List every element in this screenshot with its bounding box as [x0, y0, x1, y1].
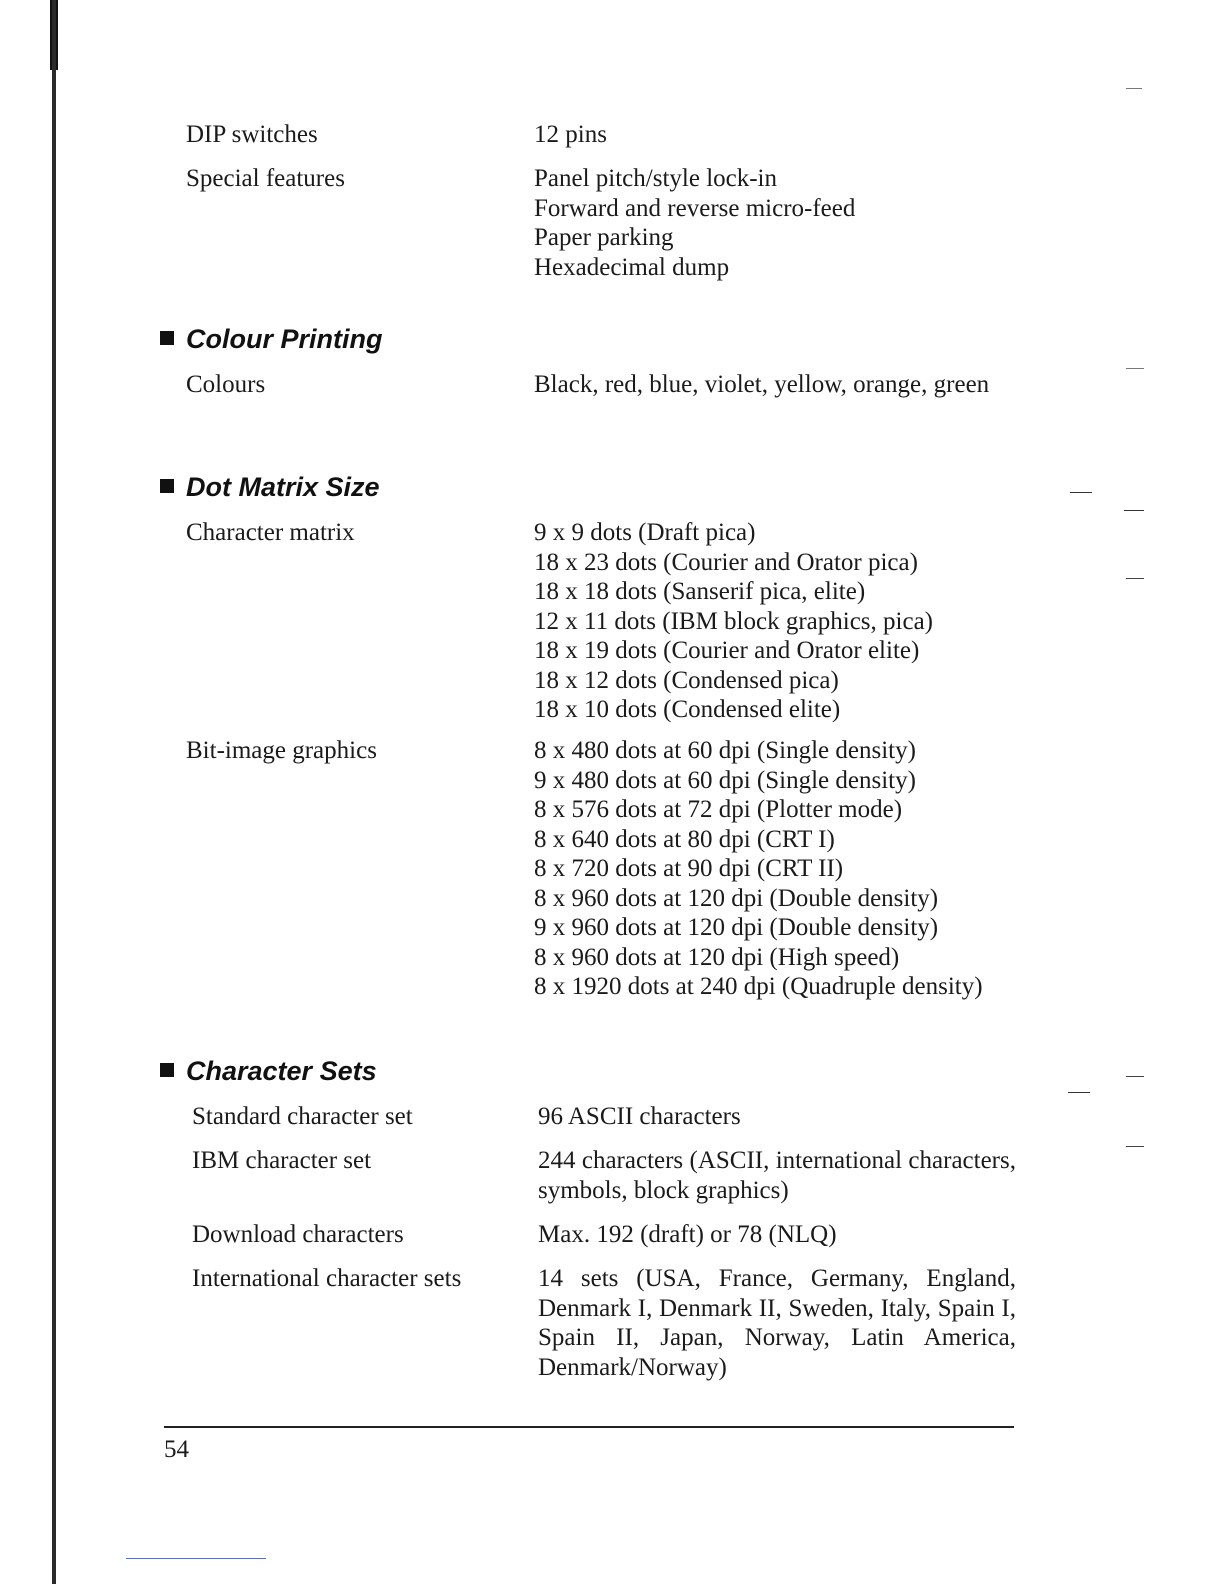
scan-mark — [1124, 510, 1144, 511]
spec-value: Panel pitch/style lock-in Forward and reverse micro-feed Paper parking Hexadecimal dump — [534, 165, 856, 281]
scan-mark — [1070, 492, 1092, 493]
section-heading-colour-printing: Colour Printing — [160, 324, 382, 355]
bullet-square-icon — [160, 479, 174, 493]
spec-label: Special features — [186, 165, 345, 192]
spec-value: Max. 192 (draft) or 78 (NLQ) — [538, 1221, 837, 1248]
scan-mark — [1126, 1076, 1144, 1077]
section-heading-dot-matrix-size: Dot Matrix Size — [160, 472, 380, 503]
footer-rule — [164, 1426, 1014, 1428]
spec-label: Bit-image graphics — [186, 737, 377, 764]
spec-value: 9 x 9 dots (Draft pica) 18 x 23 dots (Courier and Orator pica) 18 x 18 dots (Sanserif pica, elite) 12 x 11 dots (IBM block graphics, pica) 18 x 19 dots (Courier and Orator elite) 18 x 12 dots (Condensed pica) 18 x 10 dots (Condensed elite) — [534, 519, 933, 723]
spec-value: 14 sets (USA, France, Germany, England, Denmark I, Denmark II, Sweden, Italy, Spain I, Spain II, Japan, Norway, Latin America, Denmark/Norway) — [538, 1265, 1016, 1381]
scan-mark — [1126, 1146, 1144, 1147]
bullet-square-icon — [160, 331, 174, 345]
scan-margin-line — [126, 1558, 266, 1559]
spec-label: Download characters — [192, 1221, 404, 1248]
spec-value: 96 ASCII characters — [538, 1103, 741, 1130]
section-heading-character-sets: Character Sets — [160, 1056, 377, 1087]
page-number: 54 — [164, 1436, 189, 1463]
spec-value: 12 pins — [534, 121, 607, 148]
scan-mark — [1068, 1092, 1090, 1093]
bullet-square-icon — [160, 1063, 174, 1077]
scan-mark — [1126, 578, 1144, 579]
spec-label: International character sets — [192, 1265, 462, 1292]
spec-value: 244 characters (ASCII, international characters, symbols, block graphics) — [538, 1147, 1016, 1204]
spec-label: IBM character set — [192, 1147, 372, 1174]
spec-label: Colours — [186, 371, 266, 398]
spec-label: DIP switches — [186, 121, 318, 148]
spec-label: Standard character set — [192, 1103, 413, 1130]
scan-mark — [1126, 88, 1142, 89]
scan-mark — [1126, 368, 1144, 369]
spec-value: Black, red, blue, violet, yellow, orange, green — [534, 371, 990, 398]
binding-edge — [52, 0, 56, 1584]
spec-value: 8 x 480 dots at 60 dpi (Single density) 9 x 480 dots at 60 dpi (Single density) 8 x 576 dots at 72 dpi (Plotter mode) 8 x 640 dots at 80 dpi (CRT I) 8 x 720 dots at 90 dpi (CRT II) 8 x 960 dots at 120 dpi (Double density) 9 x 960 dots at 120 dpi (Double density) 8 x 960 dots at 120 dpi (High speed) 8 x 1920 dots at 240 dpi (Quadruple density) — [534, 737, 983, 1000]
spec-label: Character matrix — [186, 519, 355, 546]
